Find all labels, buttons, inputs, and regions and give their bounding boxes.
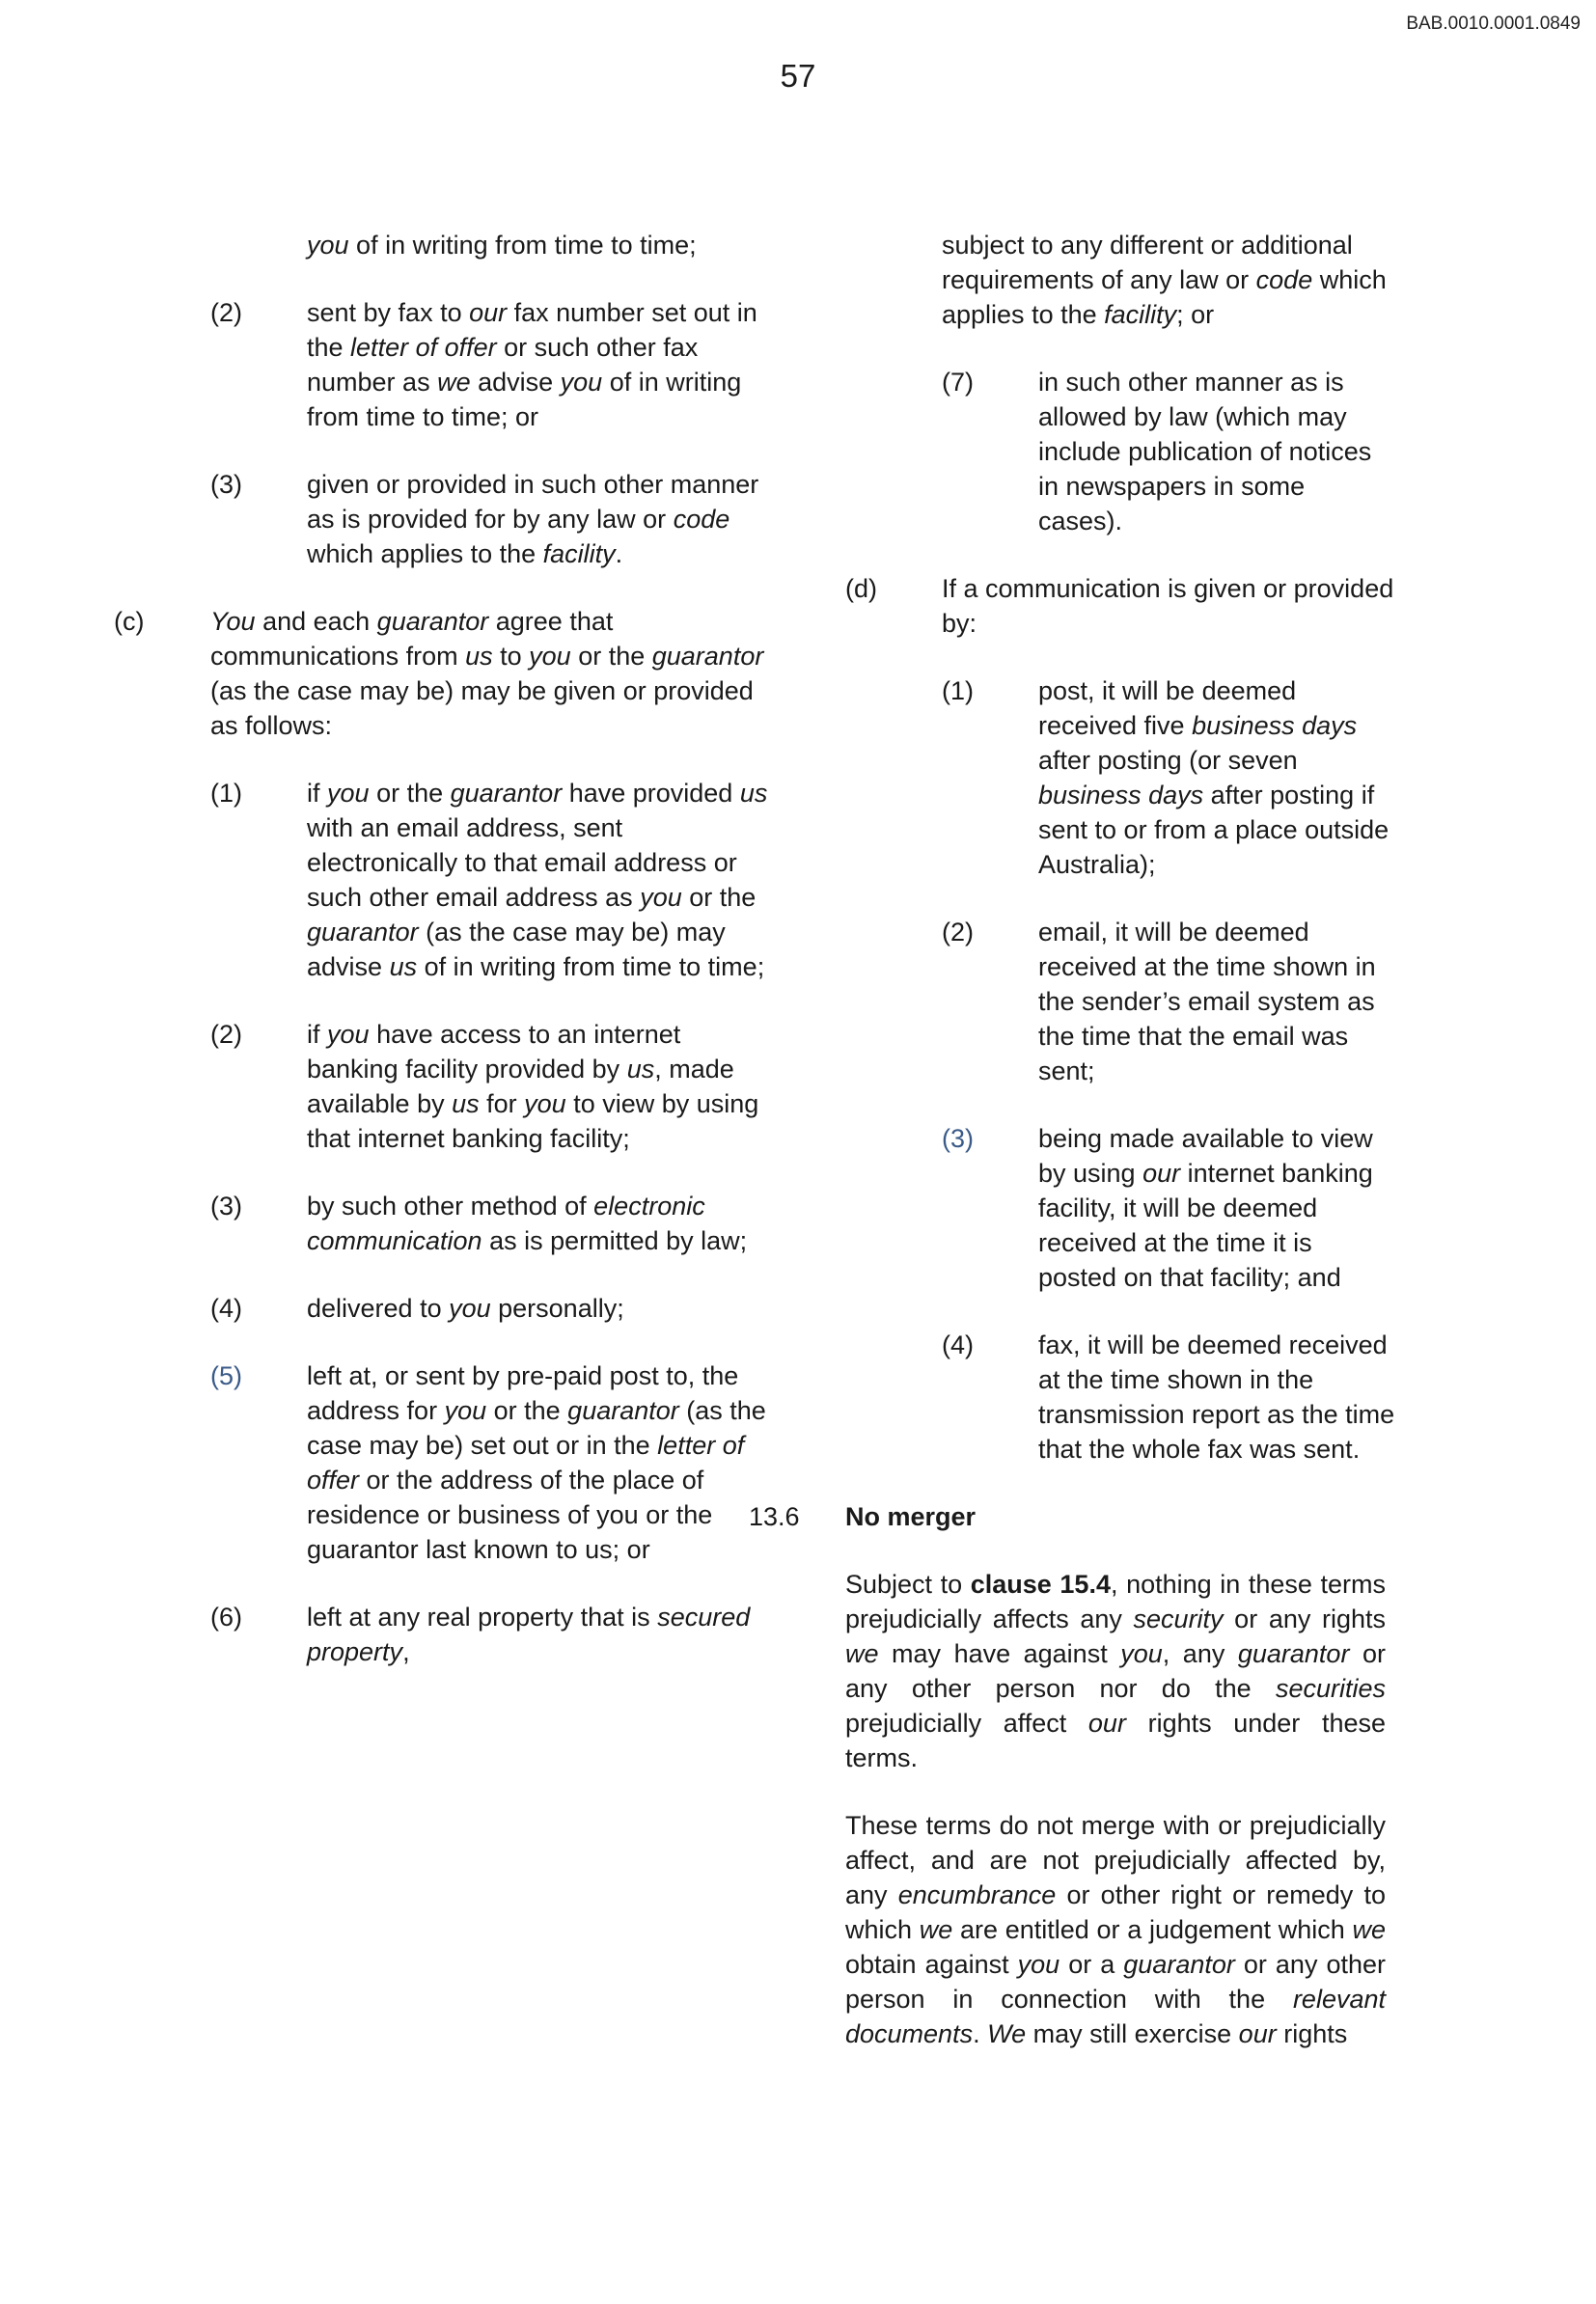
- clause-d3: [845, 1121, 1395, 1295]
- clause-label: (1): [210, 779, 242, 808]
- clause-c4: [210, 1291, 770, 1326]
- continuation-text: subject to any different or additional requirements of any law or code which applies to the facility; or: [942, 231, 1387, 329]
- clause-d4: [845, 1328, 1395, 1467]
- clause-text: If a communication is given or provided by:: [942, 574, 1394, 638]
- clause-label: (3): [210, 470, 242, 499]
- clause-label: (4): [942, 1330, 974, 1359]
- section-number: 13.6: [749, 1502, 800, 1531]
- clause-label: (3): [210, 1192, 242, 1221]
- clause-d: [845, 571, 1395, 641]
- continuation-item: [845, 228, 1395, 332]
- clause-text: if you or the guarantor have provided us with an email address, sent electronically to that email address or such other email address as you or the guarantor (as the case may be) may advise us of in writing from time to time;: [307, 779, 768, 981]
- clause-label: (4): [210, 1294, 242, 1323]
- clause-text: fax, it will be deemed received at the time shown in the transmission report as the time that the whole fax was sent.: [1038, 1330, 1395, 1464]
- document-id: BAB.0010.0001.0849: [1406, 14, 1581, 34]
- clause-label: (3): [942, 1124, 974, 1153]
- clause-c5: [210, 1358, 770, 1567]
- continuation-text: you of in writing from time to time;: [307, 231, 697, 260]
- clause-label: (d): [845, 574, 877, 603]
- clause-text: sent by fax to our fax number set out in the letter of offer or such other fax number as we advise you of in writing from time to time; or: [307, 298, 757, 431]
- clause-d1: [845, 673, 1395, 882]
- continuation-item: [210, 228, 770, 262]
- right-column: [749, 228, 1501, 2084]
- clause-label: (c): [114, 607, 145, 636]
- clause-c7: [845, 365, 1395, 538]
- clause-label: (5): [210, 1361, 242, 1390]
- clause-text: by such other method of electronic communication as is permitted by law;: [307, 1192, 748, 1255]
- clause-text: delivered to you personally;: [307, 1294, 624, 1323]
- clause-text: left at any real property that is secured property,: [307, 1603, 751, 1666]
- section-heading: [749, 1499, 1501, 1534]
- clause-c2: [210, 1017, 770, 1156]
- clause-c6: [210, 1600, 770, 1669]
- clause-c: [114, 604, 770, 743]
- clause-label: (2): [210, 1020, 242, 1049]
- clause-label: (1): [942, 676, 974, 705]
- clause-text: email, it will be deemed received at the time shown in the sender’s email system as the time that the email was sent;: [1038, 918, 1376, 1085]
- clause-b3: [114, 467, 770, 571]
- clause-label: (7): [942, 368, 974, 397]
- clause-label: (2): [942, 918, 974, 946]
- clause-text: given or provided in such other manner as is provided for by any law or code which applies to the facility.: [307, 470, 759, 568]
- page-number: 57: [780, 58, 816, 94]
- clause-label: (6): [210, 1603, 242, 1632]
- left-column: [114, 228, 770, 1702]
- clause-text: being made available to view by using our internet banking facility, it will be deemed received at the time it is posted on that facility; and: [1038, 1124, 1373, 1292]
- clause-text: in such other manner as is allowed by law (which may include publication of notices in newspapers in some cases).: [1038, 368, 1372, 535]
- clause-d2: [845, 915, 1395, 1088]
- section-paragraph: These terms do not merge with or prejudicially affect, and are not prejudicially affected by, any encumbrance or other right or remedy to which we are entitled or a judgement which we obtain against you or a guarantor or any other person in connection with the relevant documents. We may still exercise our rights: [845, 1811, 1386, 2048]
- section-title: No merger: [845, 1502, 977, 1531]
- clause-label: (2): [210, 298, 242, 327]
- clause-text: if you have access to an internet banking facility provided by us, made available by us for you to view by using that internet banking facility;: [307, 1020, 759, 1153]
- clause-text: left at, or sent by pre-paid post to, the address for you or the guarantor (as the case may be) set out or in the letter of offer or the address of the place of residence or business of you or the guarantor last known to us; or: [307, 1361, 766, 1564]
- clause-text: post, it will be deemed received five business days after posting (or seven business days after posting if sent to or from a place outside Australia);: [1038, 676, 1390, 879]
- clause-b2: [114, 295, 770, 434]
- clause-c1: [210, 776, 770, 984]
- clause-text: You and each guarantor agree that communications from us to you or the guarantor (as the case may be) may be given or provided as follows:: [210, 607, 764, 740]
- clause-c3: [210, 1189, 770, 1258]
- section-paragraph: Subject to clause 15.4, nothing in these terms prejudicially affects any security or any rights we may have against you, any guarantor or any other person nor do the securities prejudicially affect our rights under these terms.: [845, 1570, 1386, 1772]
